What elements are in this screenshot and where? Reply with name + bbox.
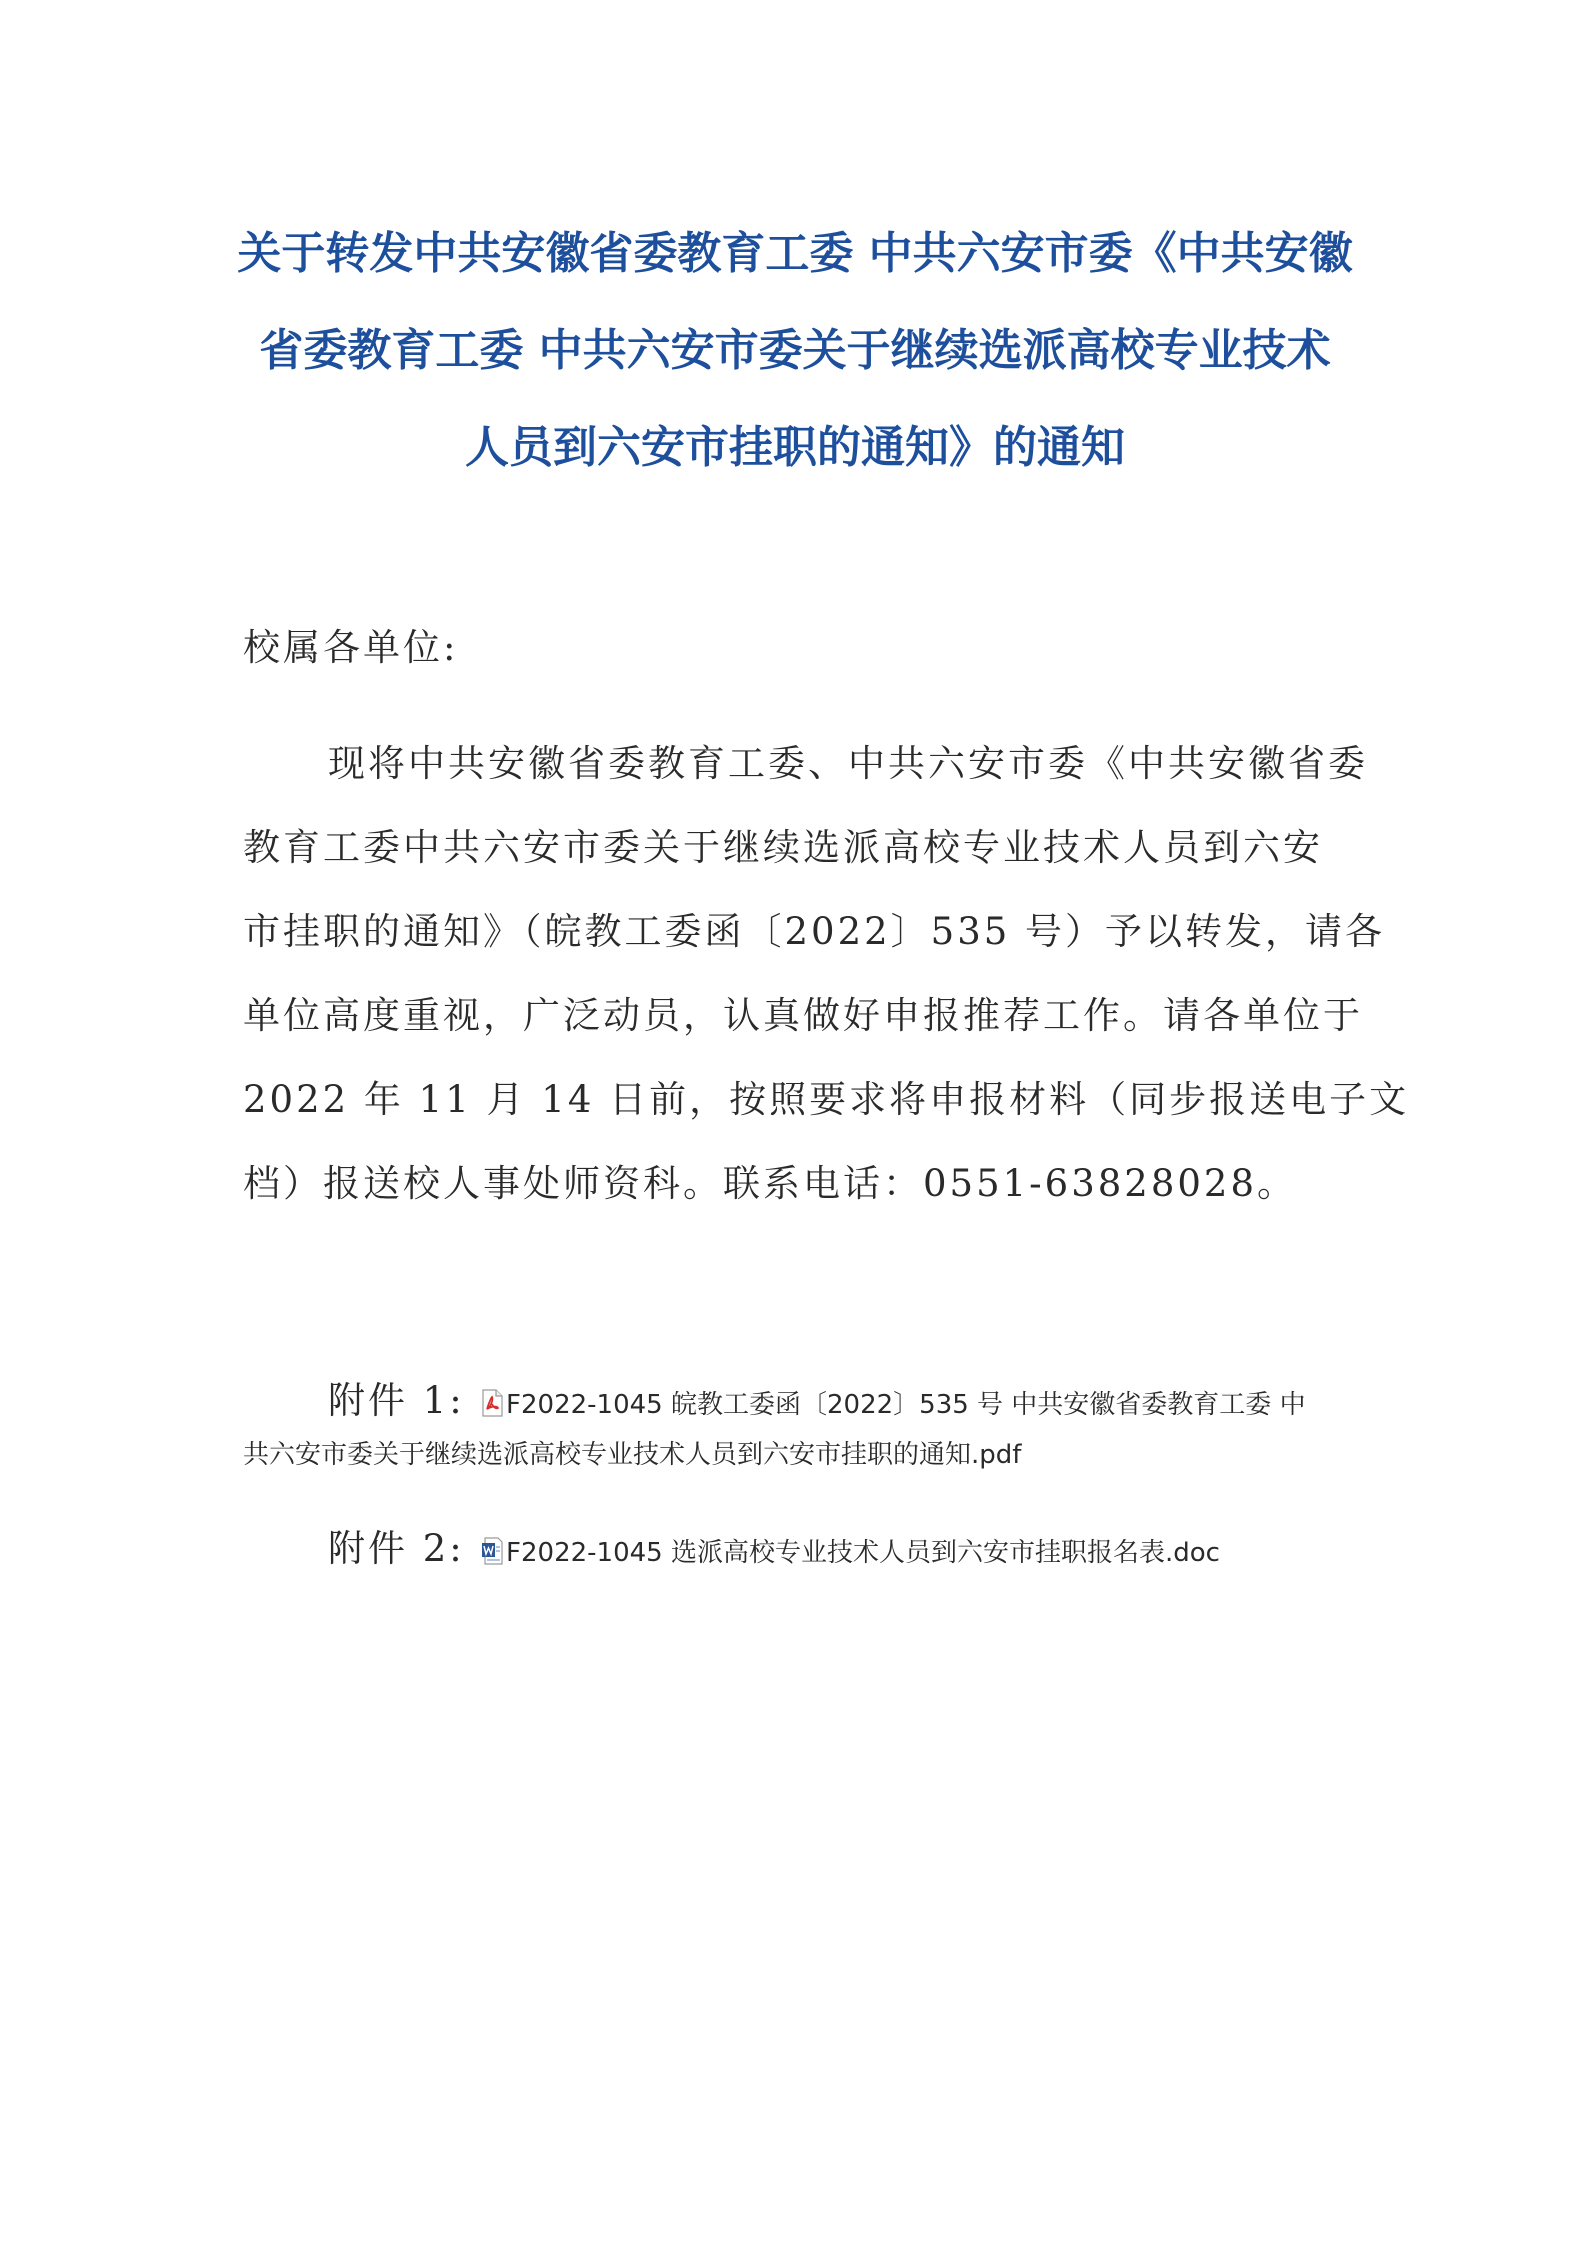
body-line: 单位高度重视，广泛动员，认真做好申报推荐工作。请各单位于 (243, 994, 1363, 1037)
pdf-file-icon (481, 1389, 503, 1417)
body-paragraph (243, 722, 1410, 1226)
body-line: 市挂职的通知》（皖教工委函〔2022〕535 号）予以转发，请各 (243, 910, 1386, 953)
salutation: 校属各单位: (243, 626, 459, 669)
body-line: 教育工委中共六安市委关于继续选派高校专业技术人员到六安 (243, 826, 1323, 869)
attachment-link-doc[interactable] (473, 1538, 1220, 1568)
body-line: 2022 年 11 月 14 日前，按照要求将申报材料（同步报送电子文 (243, 1078, 1410, 1121)
attachment-label: 附件 2: (328, 1527, 465, 1570)
title-line: 人员到六安市挂职的通知》的通知 (465, 422, 1125, 473)
attachment-label: 附件 1: (328, 1379, 465, 1422)
attachment-filename: F2022-1045 选派高校专业技术人员到六安市挂职报名表.doc (506, 1538, 1220, 1568)
attachment-filename-continued: 共六安市委关于继续选派高校专业技术人员到六安市挂职的通知.pdf (243, 1440, 1022, 1470)
attachment-1 (243, 1370, 1358, 1471)
word-file-icon (481, 1537, 503, 1565)
attachment-2 (243, 1518, 1358, 1572)
title-line: 关于转发中共安徽省委教育工委 中共六安市委《中共安徽 (237, 228, 1353, 279)
title-line: 省委教育工委 中共六安市委关于继续选派高校专业技术 (259, 325, 1331, 376)
attachment-filename: F2022-1045 皖教工委函〔2022〕535 号 中共安徽省委教育工委 中 (506, 1390, 1306, 1420)
body-line: 现将中共安徽省委教育工委、中共六安市委《中共安徽省委 (328, 742, 1368, 785)
document-title (225, 205, 1365, 496)
body-line: 档）报送校人事处师资科。联系电话：0551-63828028。 (243, 1162, 1297, 1205)
